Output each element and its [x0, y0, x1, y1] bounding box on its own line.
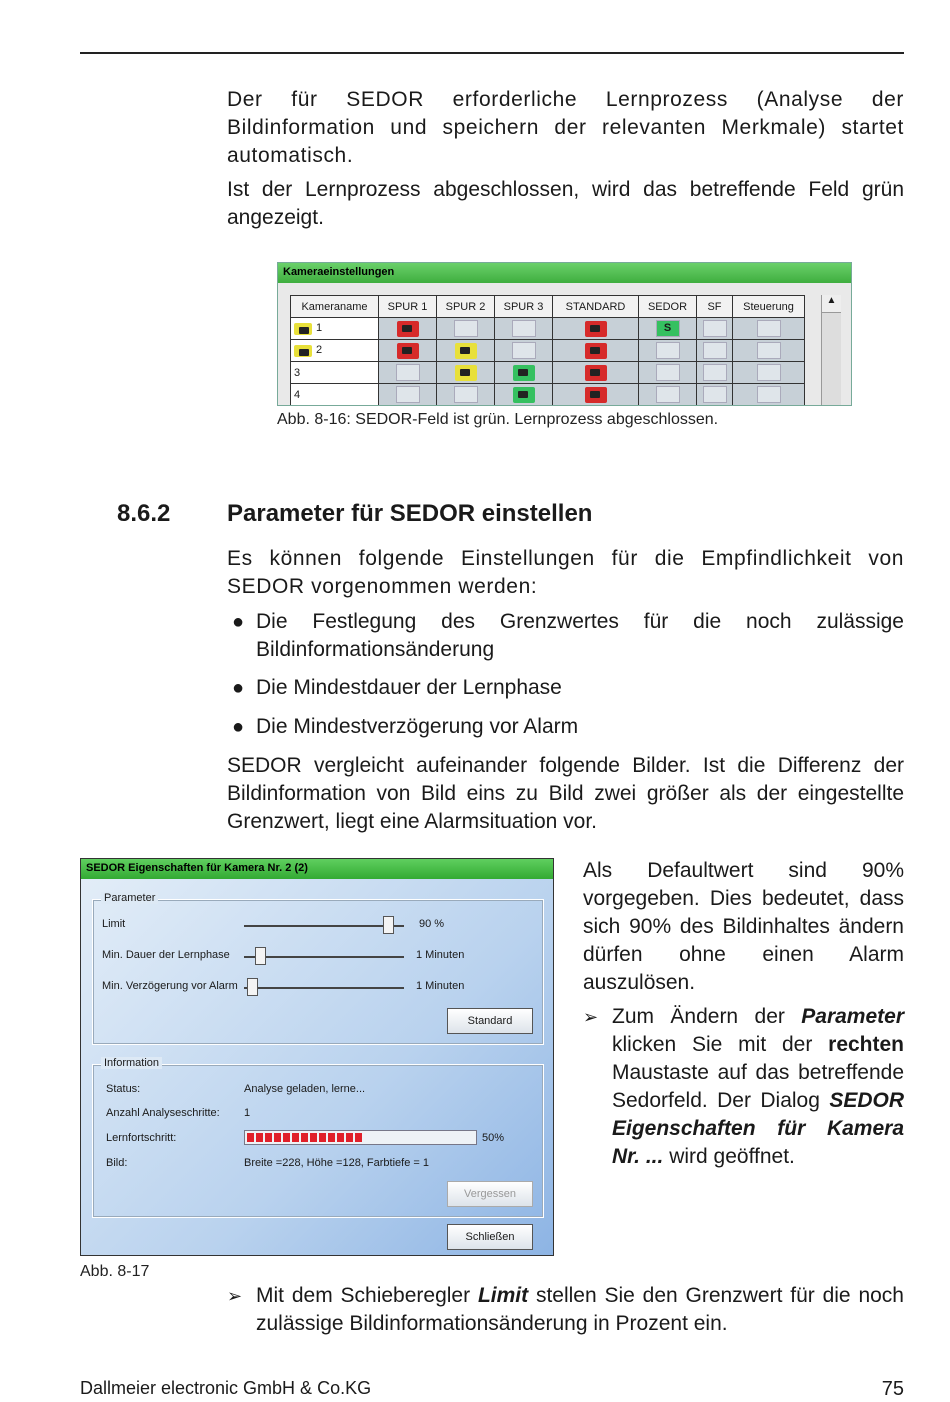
camera-settings-figure — [277, 262, 852, 406]
channel-cell[interactable] — [437, 318, 495, 340]
table-row — [291, 362, 805, 384]
arrow-bullet-icon: ➢ — [583, 1007, 599, 1027]
channel-cell[interactable] — [495, 384, 553, 406]
column-header: SEDOR — [639, 296, 697, 318]
channel-cell[interactable] — [639, 362, 697, 384]
empty-field — [512, 320, 536, 337]
camera-yellow-icon — [455, 343, 477, 359]
settings-intro-paragraph: Es können folgende Einstellungen für die Empfindlichkeit von SEDOR vorgenommen werden: — [227, 547, 904, 598]
standard-button[interactable]: Standard — [447, 1008, 533, 1034]
camera-green-icon — [513, 365, 535, 381]
learning-complete-paragraph: Ist der Lernprozess abgeschlossen, wird das betreffende Feld grün angezeigt. — [227, 178, 904, 229]
forget-button[interactable]: Vergessen — [447, 1181, 533, 1207]
instruction-step-limit-slider: ➢ Mit dem Schieberegler Limit stellen Sie den Grenzwert für die noch zulässige Bildinformationsänderung in Prozent ein. — [227, 1284, 904, 1335]
empty-field — [454, 386, 478, 403]
bullet-item: ● Die Mindestverzögerung vor Alarm — [227, 713, 904, 741]
empty-field — [396, 364, 420, 381]
camera-icon — [294, 323, 312, 335]
alarm-delay-value: 1 Minuten — [416, 980, 465, 992]
camera-name: 2 — [316, 344, 323, 357]
camera-name-cell[interactable] — [291, 384, 379, 406]
empty-field — [703, 320, 727, 337]
figure-caption-8-16: Abb. 8-16: SEDOR-Feld ist grün. Lernprozess abgeschlossen. — [277, 411, 719, 428]
limit-slider-track[interactable] — [244, 925, 404, 927]
channel-cell[interactable] — [553, 384, 639, 406]
alarm-delay-slider-track[interactable] — [244, 987, 404, 989]
camera-red-icon — [585, 365, 607, 381]
scroll-up-arrow-icon[interactable]: ▲ — [822, 295, 841, 313]
sedor-properties-dialog — [80, 858, 554, 1256]
channel-cell[interactable] — [379, 340, 437, 362]
limit-value: 90 % — [419, 918, 445, 930]
camera-name-cell[interactable] — [291, 340, 379, 362]
camera-settings-title: Kameraeinstellungen — [278, 263, 851, 283]
section-number: 8.6.2 — [117, 500, 171, 527]
table-row — [291, 318, 805, 340]
learning-duration-slider-thumb[interactable] — [255, 947, 266, 965]
channel-cell[interactable] — [697, 318, 733, 340]
bullet-dot-icon: ● — [231, 677, 245, 699]
channel-cell[interactable] — [639, 384, 697, 406]
bullet-dot-icon: ● — [231, 611, 245, 633]
camera-icon — [294, 345, 312, 357]
comparison-paragraph: SEDOR vergleicht aufeinander folgende Bilder. Ist die Differenz der Bildinformation von Bild eins zu Bild zwei größer als der eingestellte Grenzwert, liegt eine Alarmsituation vor. — [227, 754, 904, 833]
default-value-paragraph: Als Defaultwert sind 90% vorgegeben. Dies bedeutet, dass sich 90% des Bildinhaltes ändern dürfen ohne einen Alarm auszulösen. — [583, 859, 904, 994]
empty-field — [512, 342, 536, 359]
column-header: SPUR 2 — [437, 296, 495, 318]
learning-duration-label: Min. Dauer der Lernphase — [102, 949, 230, 961]
column-header: SF — [697, 296, 733, 318]
channel-cell[interactable] — [437, 362, 495, 384]
close-button[interactable]: Schließen — [447, 1224, 533, 1250]
camera-name: 1 — [316, 322, 323, 335]
empty-field — [656, 364, 680, 381]
analysis-count-value: 1 — [244, 1107, 251, 1119]
camera-red-icon — [585, 387, 607, 403]
camera-name: 3 — [294, 366, 301, 379]
dialog-title: SEDOR Eigenschaften für Kamera Nr. 2 (2) — [81, 859, 553, 879]
channel-cell[interactable] — [553, 362, 639, 384]
learning-duration-slider-track[interactable] — [244, 956, 404, 958]
column-header: Kameraname — [291, 296, 379, 318]
camera-name: 4 — [294, 388, 301, 401]
header-rule — [80, 52, 904, 54]
bullet-item: ● Die Mindestdauer der Lernphase — [227, 674, 904, 702]
channel-cell[interactable] — [697, 340, 733, 362]
intro-paragraph: Der für SEDOR erforderliche Lernprozess (Analyse der Bildinformation und speichern der relevanten Merkmale) startet automatisch. — [227, 88, 904, 167]
channel-cell[interactable] — [553, 318, 639, 340]
camera-red-icon — [585, 321, 607, 337]
progress-bar — [244, 1130, 477, 1145]
image-label: Bild: — [106, 1157, 128, 1169]
channel-cell[interactable] — [495, 340, 553, 362]
analysis-count-label: Anzahl Analyseschritte: — [106, 1107, 220, 1119]
camera-green-icon — [513, 387, 535, 403]
alarm-delay-slider-thumb[interactable] — [247, 978, 258, 996]
camera-name-cell[interactable] — [291, 318, 379, 340]
channel-cell[interactable] — [437, 340, 495, 362]
information-group-label: Information — [101, 1057, 162, 1069]
instruction-step-open-dialog: ➢ Zum Ändern der Parameter klicken Sie mit der rechten Maustaste auf das betreffende Sedorfeld. Der Dialog SEDOR Eigenschaften für Kamera Nr. ... wird geöffnet. — [583, 1005, 904, 1168]
empty-field — [757, 342, 781, 359]
camera-name-cell[interactable] — [291, 362, 379, 384]
progress-bar-fill — [247, 1133, 362, 1142]
limit-label: Limit — [102, 918, 126, 930]
status-value: Analyse geladen, lerne... — [244, 1083, 366, 1095]
empty-field — [703, 342, 727, 359]
channel-cell[interactable] — [495, 318, 553, 340]
empty-field — [656, 342, 680, 359]
table-row — [291, 384, 805, 406]
section-title: Parameter für SEDOR einstellen — [227, 500, 593, 527]
footer-company: Dallmeier electronic GmbH & Co.KG — [80, 1378, 372, 1398]
learning-duration-value: 1 Minuten — [416, 949, 465, 961]
camera-yellow-icon — [455, 365, 477, 381]
bullet-item: ● Die Festlegung des Grenzwertes für die noch zulässige Bildinformationsänderung — [227, 608, 904, 664]
empty-field — [757, 386, 781, 403]
channel-cell[interactable] — [733, 384, 805, 406]
bullet-dot-icon: ● — [231, 716, 245, 738]
status-label: Status: — [106, 1083, 141, 1095]
empty-field — [703, 364, 727, 381]
channel-cell[interactable] — [437, 384, 495, 406]
channel-cell[interactable] — [639, 318, 697, 340]
channel-cell[interactable] — [697, 384, 733, 406]
camera-red-icon — [397, 321, 419, 337]
column-header: STANDARD — [553, 296, 639, 318]
table-row — [291, 340, 805, 362]
empty-field — [454, 320, 478, 337]
page-number: 75 — [881, 1378, 904, 1400]
channel-cell[interactable] — [379, 318, 437, 340]
column-header: SPUR 3 — [495, 296, 553, 318]
figure-caption-8-17: Abb. 8-17 — [80, 1263, 150, 1280]
channel-cell[interactable] — [495, 362, 553, 384]
empty-field — [703, 386, 727, 403]
empty-field — [656, 386, 680, 403]
empty-field — [757, 364, 781, 381]
table-scrollbar[interactable] — [821, 295, 841, 406]
channel-cell[interactable] — [697, 362, 733, 384]
camera-red-icon — [397, 343, 419, 359]
limit-slider-thumb[interactable] — [383, 916, 394, 934]
channel-cell[interactable] — [379, 362, 437, 384]
progress-value: 50% — [482, 1132, 505, 1144]
column-header: SPUR 1 — [379, 296, 437, 318]
camera-red-icon — [585, 343, 607, 359]
empty-field — [396, 386, 420, 403]
progress-label: Lernfortschritt: — [106, 1132, 177, 1144]
image-value: Breite =228, Höhe =128, Farbtiefe = 1 — [244, 1157, 429, 1169]
camera-settings-table — [290, 295, 805, 406]
empty-field — [757, 320, 781, 337]
sedor-green-icon: S — [656, 320, 680, 337]
channel-cell[interactable] — [733, 362, 805, 384]
parameter-group-label: Parameter — [101, 892, 158, 904]
alarm-delay-label: Min. Verzögerung vor Alarm — [102, 980, 238, 992]
channel-cell[interactable] — [733, 318, 805, 340]
channel-cell[interactable] — [639, 340, 697, 362]
channel-cell[interactable] — [379, 384, 437, 406]
channel-cell[interactable] — [553, 340, 639, 362]
arrow-bullet-icon: ➢ — [227, 1286, 243, 1306]
channel-cell[interactable] — [733, 340, 805, 362]
column-header: Steuerung — [733, 296, 805, 318]
